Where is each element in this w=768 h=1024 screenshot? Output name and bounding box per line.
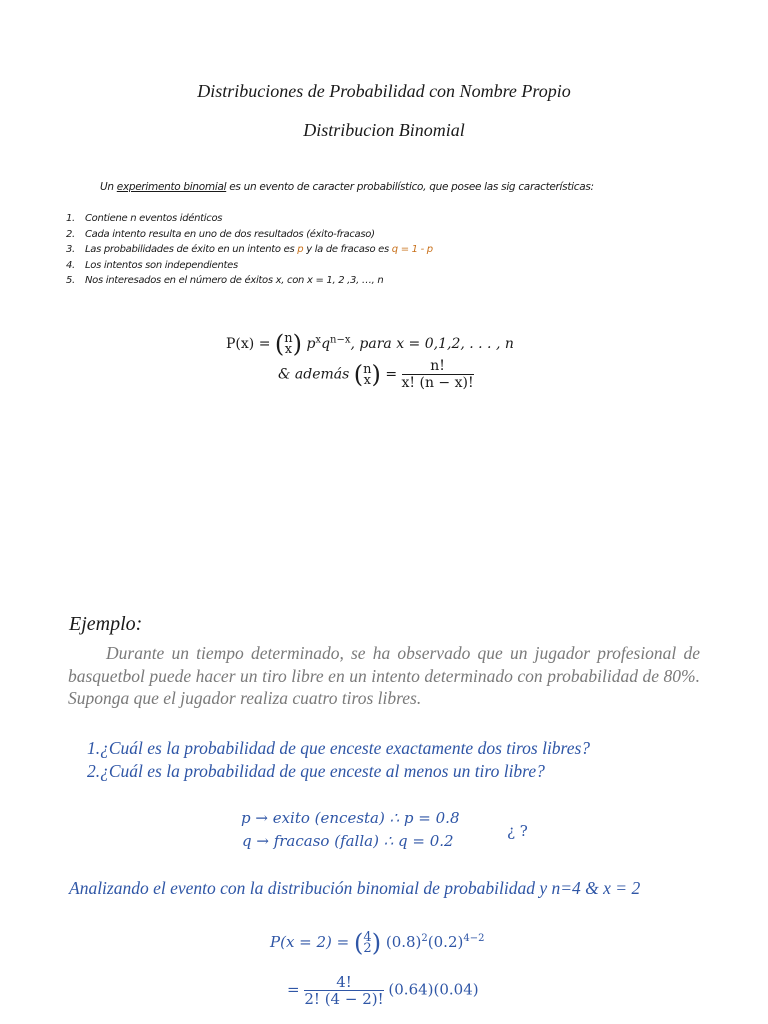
paren-open: ( (353, 360, 364, 389)
paren-close: ) (292, 330, 302, 358)
intro-prefix: Un (100, 181, 117, 193)
example-paragraph: Durante un tiempo determinado, se ha observado que un jugador profesional de basquetbol puede hacer un tiro libre en un intento determinado con probabilidad de 80%. Suponga que el jugador realiza cuatro tiros libres. (68, 643, 700, 708)
formula-tail: , para x = 0,1,2, . . . , n (350, 336, 514, 352)
definition-p: p → exito (encesta) ∴ p = 0.8 (241, 809, 460, 827)
equals: = (385, 366, 398, 383)
binomial-coefficient-formula (278, 358, 474, 391)
list-item (66, 211, 433, 227)
binomial-coefficient (363, 932, 371, 954)
equals: = (287, 980, 300, 999)
binomial-example-formula (270, 931, 484, 955)
binomial-coefficient (363, 361, 372, 388)
p-exponent: 2 (421, 933, 428, 944)
formula-lhs: & además (278, 366, 350, 383)
q-formula: q = 1 - p (391, 244, 433, 256)
list-item (66, 227, 433, 243)
page-subtitle: Distribucion Binomial (303, 120, 465, 140)
list-item (66, 273, 433, 289)
list-number: 1. (66, 213, 75, 224)
paren-open: ( (354, 929, 364, 957)
numerator: n! (402, 358, 474, 375)
list-text: Contiene n eventos idénticos (85, 213, 223, 224)
paren-close: ) (371, 360, 381, 389)
question-text: ¿Cuál es la probabilidad de que enceste al menos un tiro libre? (100, 761, 545, 781)
list-number: 4. (66, 259, 75, 271)
binom-top: 4 (363, 930, 372, 945)
characteristics-list (66, 211, 433, 289)
paren-open: ( (274, 330, 285, 358)
list-text: Cada intento resulta en uno de dos resultados (éxito-fracaso) (85, 228, 375, 240)
p-exponent: x (315, 334, 322, 346)
q-value: (0.2) (427, 933, 464, 951)
question-number: 1. (87, 738, 101, 758)
p-symbol: p (297, 244, 304, 256)
binom-bottom: 2 (363, 941, 372, 956)
question-number: 2. (87, 761, 101, 781)
binom-bottom: x (363, 372, 371, 388)
binom-bottom: x (284, 342, 293, 357)
formula-lhs: P(x) = (226, 336, 271, 352)
list-item (66, 242, 433, 258)
question-1 (87, 738, 590, 759)
binomial-pmf-formula (226, 332, 514, 356)
page-title: Distribuciones de Probabilidad con Nombre Propio (197, 81, 571, 101)
list-text: Los intentos son independientes (85, 259, 238, 271)
q-term: q (321, 336, 331, 352)
example-heading: Ejemplo: (69, 613, 143, 635)
formula-lhs: P(x = 2) = (270, 933, 350, 951)
factorial-fraction (402, 358, 474, 391)
factorial-fraction (304, 974, 383, 1007)
list-number: 3. (66, 244, 75, 256)
binom-top: n (363, 361, 372, 377)
binom-top: n (284, 331, 293, 346)
p-term: p (306, 336, 316, 352)
question-mark: ¿ ? (507, 822, 528, 840)
p-value: (0.8) (385, 933, 422, 951)
paren-close: ) (371, 929, 382, 957)
binomial-coefficient (284, 333, 292, 355)
binomial-example-step (287, 974, 479, 1007)
intro-suffix: es un evento de caracter probabilístico, que posee las sig características: (226, 181, 594, 193)
question-2 (87, 761, 545, 782)
q-exponent: n−x (330, 334, 351, 346)
numerator: 4! (304, 974, 383, 991)
list-text: Nos interesados en el número de éxitos x, con x = 1, 2 ,3, …, n (85, 275, 384, 287)
intro-term: experimento binomial (116, 181, 227, 193)
q-exponent: 4−2 (463, 933, 485, 944)
intro-text (100, 181, 594, 193)
list-number: 2. (66, 228, 75, 240)
list-text: y la de fracaso es (303, 244, 392, 256)
product-values: (0.64)(0.04) (388, 980, 479, 999)
list-item (66, 258, 433, 274)
definition-q: q → fracaso (falla) ∴ q = 0.2 (242, 832, 454, 850)
denominator: x! (n − x)! (401, 375, 474, 391)
analysis-text: Analizando el evento con la distribución binomial de probabilidad y n=4 & x = 2 (69, 878, 641, 898)
denominator: 2! (4 − 2)! (304, 990, 384, 1008)
list-number: 5. (66, 275, 75, 287)
list-text: Las probabilidades de éxito en un intento es (85, 244, 298, 256)
question-text: ¿Cuál es la probabilidad de que enceste exactamente dos tiros libres? (100, 738, 591, 758)
